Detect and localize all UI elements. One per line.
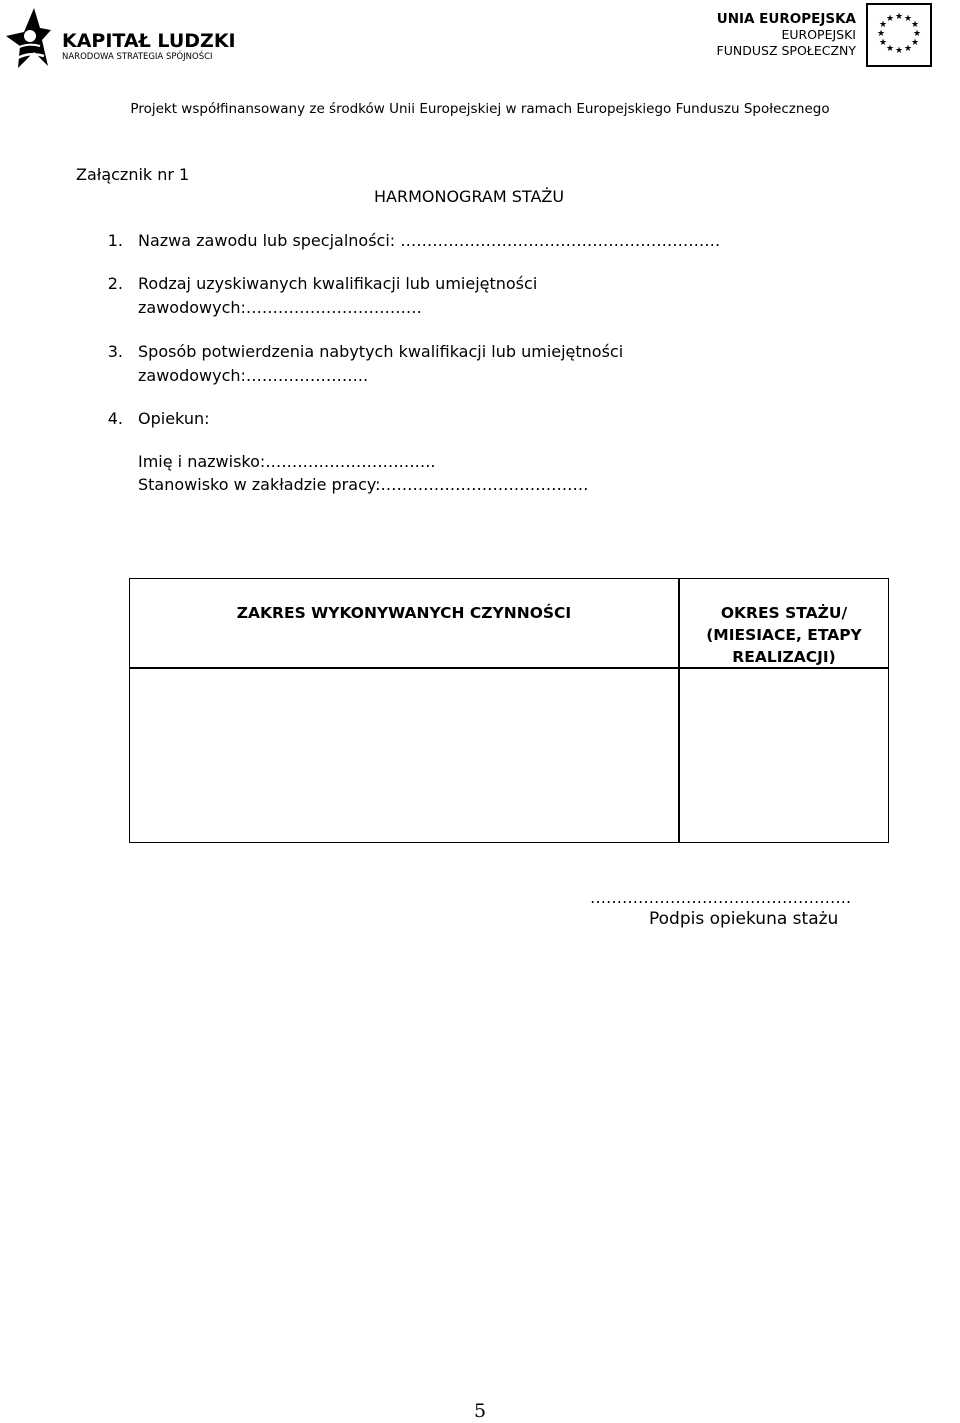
item-3-number: 3. bbox=[107, 342, 123, 361]
item-4-text: Opiekun: bbox=[138, 409, 210, 428]
item-1-text: Nazwa zawodu lub specjalności: …………………………………………………… bbox=[138, 231, 721, 250]
item-2-text-cont: zawodowych:…………………………… bbox=[138, 298, 422, 317]
svg-text:★: ★ bbox=[910, 38, 920, 48]
signature-label: Podpis opiekuna stażu bbox=[649, 909, 839, 929]
svg-text:★: ★ bbox=[876, 29, 886, 39]
svg-text:★: ★ bbox=[903, 44, 913, 54]
supervisor-position-field: Stanowisko w zakładzie pracy:………………………………… bbox=[138, 475, 589, 494]
cofinancing-note: Projekt współfinansowany ze środków Unii Europejskiej w ramach Europejskiego Funduszu Społecznego bbox=[130, 101, 830, 117]
eu-line-2: EUROPEJSKI bbox=[781, 27, 856, 42]
table-header-activities: ZAKRES WYKONYWANYCH CZYNNOŚCI bbox=[236, 604, 572, 622]
supervisor-name-field: Imię i nazwisko:………………………….. bbox=[138, 452, 436, 471]
kapital-ludzki-star-icon bbox=[4, 6, 52, 72]
table-header-period-line1: OKRES STAŻU/ bbox=[720, 604, 848, 622]
svg-text:★: ★ bbox=[885, 44, 895, 54]
attachment-label: Załącznik nr 1 bbox=[76, 165, 190, 184]
svg-text:★: ★ bbox=[885, 14, 895, 24]
kapital-ludzki-subtitle: NARODOWA STRATEGIA SPÓJNOŚCI bbox=[62, 52, 213, 62]
signature-line: …………………………………………. bbox=[590, 888, 852, 907]
document-title: HARMONOGRAM STAŻU bbox=[374, 187, 565, 206]
item-3-text: Sposób potwierdzenia nabytych kwalifikacji lub umiejętności bbox=[138, 342, 624, 361]
eu-line-3: FUNDUSZ SPOŁECZNY bbox=[716, 43, 856, 58]
svg-text:★: ★ bbox=[910, 20, 920, 30]
item-2-number: 2. bbox=[107, 274, 123, 293]
svg-text:★: ★ bbox=[878, 38, 888, 48]
item-4-number: 4. bbox=[107, 409, 123, 428]
kapital-ludzki-title: KAPITAŁ LUDZKI bbox=[62, 30, 236, 52]
eu-flag-icon bbox=[866, 3, 932, 67]
item-3-text-cont: zawodowych:………………….. bbox=[138, 366, 369, 385]
svg-text:★: ★ bbox=[894, 12, 904, 22]
svg-text:★: ★ bbox=[903, 14, 913, 24]
table-header-period bbox=[680, 602, 888, 668]
item-1-number: 1. bbox=[107, 231, 123, 250]
table-header-period-line3: REALIZACJI) bbox=[732, 648, 836, 666]
eu-line-1: UNIA EUROPEJSKA bbox=[716, 11, 856, 27]
kapital-ludzki-logo bbox=[4, 6, 244, 72]
page-number: 5 bbox=[473, 1400, 487, 1422]
table-header-period-line2: (MIESIACE, ETAPY bbox=[706, 626, 862, 644]
schedule-table bbox=[129, 578, 889, 843]
svg-text:★: ★ bbox=[894, 46, 904, 56]
item-2-text: Rodzaj uzyskiwanych kwalifikacji lub umiejętności bbox=[138, 274, 538, 293]
svg-text:★: ★ bbox=[878, 20, 888, 30]
eu-stars-icon bbox=[868, 5, 930, 65]
svg-text:★: ★ bbox=[912, 29, 922, 39]
eu-logo-text bbox=[717, 11, 856, 59]
